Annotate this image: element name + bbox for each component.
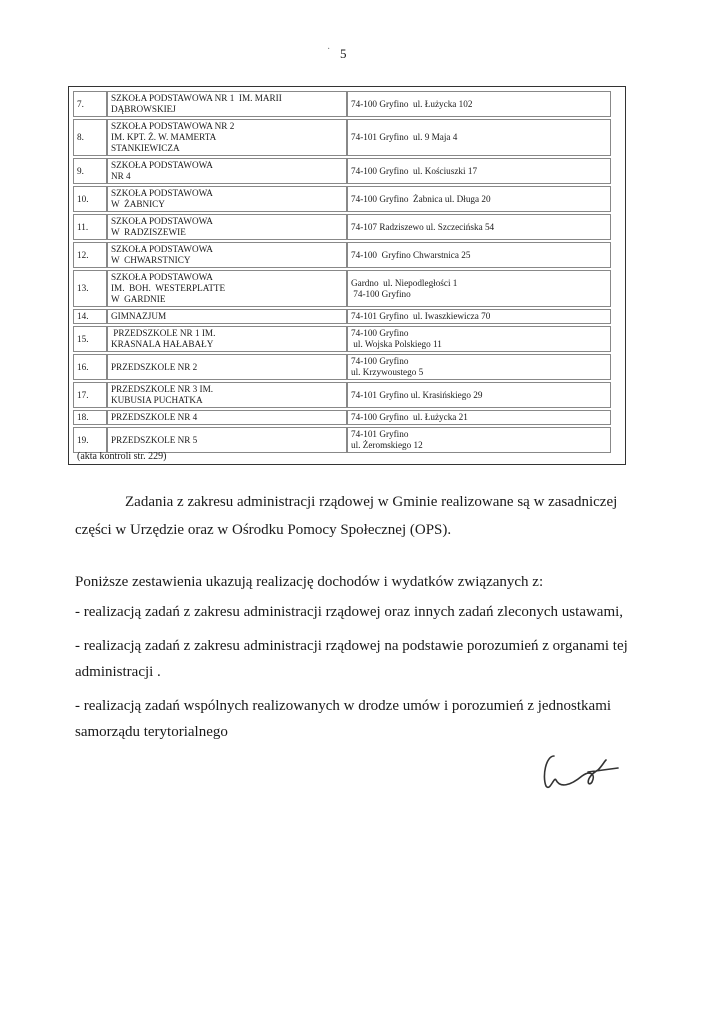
table-row <box>73 186 611 212</box>
paragraph-1 <box>75 492 640 512</box>
institution-address <box>347 382 611 408</box>
row-number: 8. <box>73 119 107 156</box>
institution-name <box>107 354 347 380</box>
table-row <box>73 427 611 453</box>
institution-name <box>107 158 347 184</box>
institution-address-line: 74-101 Gryfino ul. Iwaszkiewicza 70 <box>351 311 491 321</box>
row-number: 13. <box>73 270 107 307</box>
bullet-3-line-1: - realizacją zadań wspólnych realizowanych w drodze umów i porozumień z jednostkami <box>75 698 612 714</box>
institution-name-line: PRZEDSZKOLE NR 4 <box>111 412 198 422</box>
bullet-2-line-2: administracji . <box>75 664 161 680</box>
institution-address-line: ul. Krzywoustego 5 <box>351 367 424 377</box>
row-number: 16. <box>73 354 107 380</box>
institution-address <box>347 91 611 117</box>
institution-address-line: 74-101 Gryfino <box>351 429 409 439</box>
institution-name-line: DĄBROWSKIEJ <box>111 104 176 114</box>
institution-address-line: 74-101 Gryfino ul. Krasińskiego 29 <box>351 389 483 400</box>
page-number: 5 <box>340 46 347 61</box>
institution-address-line: 74-100 Gryfino Chwarstnica 25 <box>351 249 471 260</box>
row-number: 9. <box>73 158 107 184</box>
institution-name-line: SZKOŁA PODSTAWOWA <box>111 272 213 282</box>
row-number: 12. <box>73 242 107 268</box>
table-row <box>73 354 611 380</box>
row-number: 11. <box>73 214 107 240</box>
bullet-1: - realizacją zadań z zakresu administracji rządowej oraz innych zadań zleconych ustawami, <box>75 604 624 620</box>
institution-address-line: 74-100 Gryfino Żabnica ul. Długa 20 <box>351 193 491 204</box>
institution-address-line: 74-100 Gryfino <box>351 328 409 338</box>
institution-name-line: STANKIEWICZA <box>111 143 180 153</box>
institution-name-line: IM. KPT. Ż. W. MAMERTA <box>111 132 217 142</box>
institution-address-line: ul. Wojska Polskiego 11 <box>351 339 442 349</box>
institution-name <box>107 186 347 212</box>
institution-name-line: W CHWARSTNICY <box>111 255 191 265</box>
table-row <box>73 270 611 307</box>
institution-name-line: W RADZISZEWIE <box>111 227 186 237</box>
institution-address <box>347 354 611 380</box>
table-row <box>73 119 611 156</box>
row-number: 18. <box>73 410 107 425</box>
row-number: 15. <box>73 326 107 352</box>
institution-name-line: SZKOŁA PODSTAWOWA NR 1 IM. MARII <box>111 93 282 103</box>
institution-name <box>107 410 347 425</box>
institution-name-line: GIMNAZJUM <box>111 311 167 321</box>
table-row <box>73 410 611 425</box>
institution-address <box>347 270 611 307</box>
institution-name-line: PRZEDSZKOLE NR 1 IM. <box>111 328 216 338</box>
institution-address <box>347 214 611 240</box>
paragraph-1-cont <box>75 520 640 540</box>
intro-line: Poniższe zestawienia ukazują realizację dochodów i wydatków związanych z: <box>75 574 544 590</box>
row-number: 17. <box>73 382 107 408</box>
paragraph-1-line-2: części w Urzędzie oraz w Ośrodku Pomocy Społecznej (OPS). <box>75 522 452 538</box>
institution-name-line: SZKOŁA PODSTAWOWA NR 2 <box>111 121 235 131</box>
table-row <box>73 242 611 268</box>
institution-name <box>107 309 347 324</box>
table-row <box>73 309 611 324</box>
institution-address-line: ul. Żeromskiego 12 <box>351 440 423 450</box>
schools-table-frame <box>68 86 626 465</box>
table-row <box>73 214 611 240</box>
table-row <box>73 382 611 408</box>
institution-name-line: PRZEDSZKOLE NR 5 <box>111 434 198 445</box>
institution-address <box>347 119 611 156</box>
institution-name <box>107 242 347 268</box>
institution-address <box>347 410 611 425</box>
institution-name-line: PRZEDSZKOLE NR 3 IM. <box>111 384 214 394</box>
institution-address <box>347 326 611 352</box>
institution-name <box>107 214 347 240</box>
institution-name <box>107 427 347 453</box>
institution-address <box>347 427 611 453</box>
institution-address-line: 74-100 Gryfino <box>351 356 409 366</box>
institution-name-line: SZKOŁA PODSTAWOWA <box>111 160 213 170</box>
institution-address <box>347 309 611 324</box>
institution-address-line: 74-107 Radziszewo ul. Szczecińska 54 <box>351 221 495 232</box>
institution-name <box>107 119 347 156</box>
bullet-3-line-2: samorządu terytorialnego <box>75 724 228 740</box>
row-number: 19. <box>73 427 107 453</box>
institution-name-line: KUBUSIA PUCHATKA <box>111 395 203 405</box>
institution-address <box>347 186 611 212</box>
table-row <box>73 158 611 184</box>
institution-address <box>347 242 611 268</box>
row-number: 14. <box>73 309 107 324</box>
institution-name-line: W GARDNIE <box>111 294 166 304</box>
institution-name-line: KRASNALA HAŁABAŁY <box>111 339 214 349</box>
source-note: (akta kontroli str. 229) <box>77 451 167 462</box>
institution-name <box>107 382 347 408</box>
institution-address-line: Gardno ul. Niepodległości 1 <box>351 277 458 288</box>
schools-table <box>73 89 611 455</box>
institution-address <box>347 158 611 184</box>
institution-name-line: SZKOŁA PODSTAWOWA <box>111 216 213 226</box>
institution-name-line: IM. BOH. WESTERPLATTE <box>111 283 226 293</box>
institution-address-line: 74-100 Gryfino <box>351 288 411 299</box>
institution-name-line: SZKOŁA PODSTAWOWA <box>111 244 213 254</box>
institution-address-line: 74-101 Gryfino ul. 9 Maja 4 <box>351 132 458 142</box>
signature-initials <box>540 748 640 798</box>
institution-address-line: 74-100 Gryfino ul. Kościuszki 17 <box>351 165 478 176</box>
institution-name <box>107 270 347 307</box>
institution-address-line: 74-100 Gryfino ul. Łużycka 102 <box>351 98 473 109</box>
row-number: 10. <box>73 186 107 212</box>
institution-name <box>107 326 347 352</box>
paragraph-1-line-1: Zadania z zakresu administracji rządowej w Gminie realizowane są w zasadniczej <box>125 494 618 510</box>
row-number: 7. <box>73 91 107 117</box>
bullet-2-line-1: - realizacją zadań z zakresu administracji rządowej na podstawie porozumień z organami tej <box>75 638 628 654</box>
institution-name-line: NR 4 <box>111 171 131 181</box>
institution-name-line: PRZEDSZKOLE NR 2 <box>111 361 198 372</box>
institution-name-line: W ŻABNICY <box>111 199 165 209</box>
page-dot: · <box>327 44 331 55</box>
institution-address-line: 74-100 Gryfino ul. Łużycka 21 <box>351 412 468 422</box>
institution-name <box>107 91 347 117</box>
institution-name-line: SZKOŁA PODSTAWOWA <box>111 188 213 198</box>
table-row <box>73 91 611 117</box>
table-row <box>73 326 611 352</box>
